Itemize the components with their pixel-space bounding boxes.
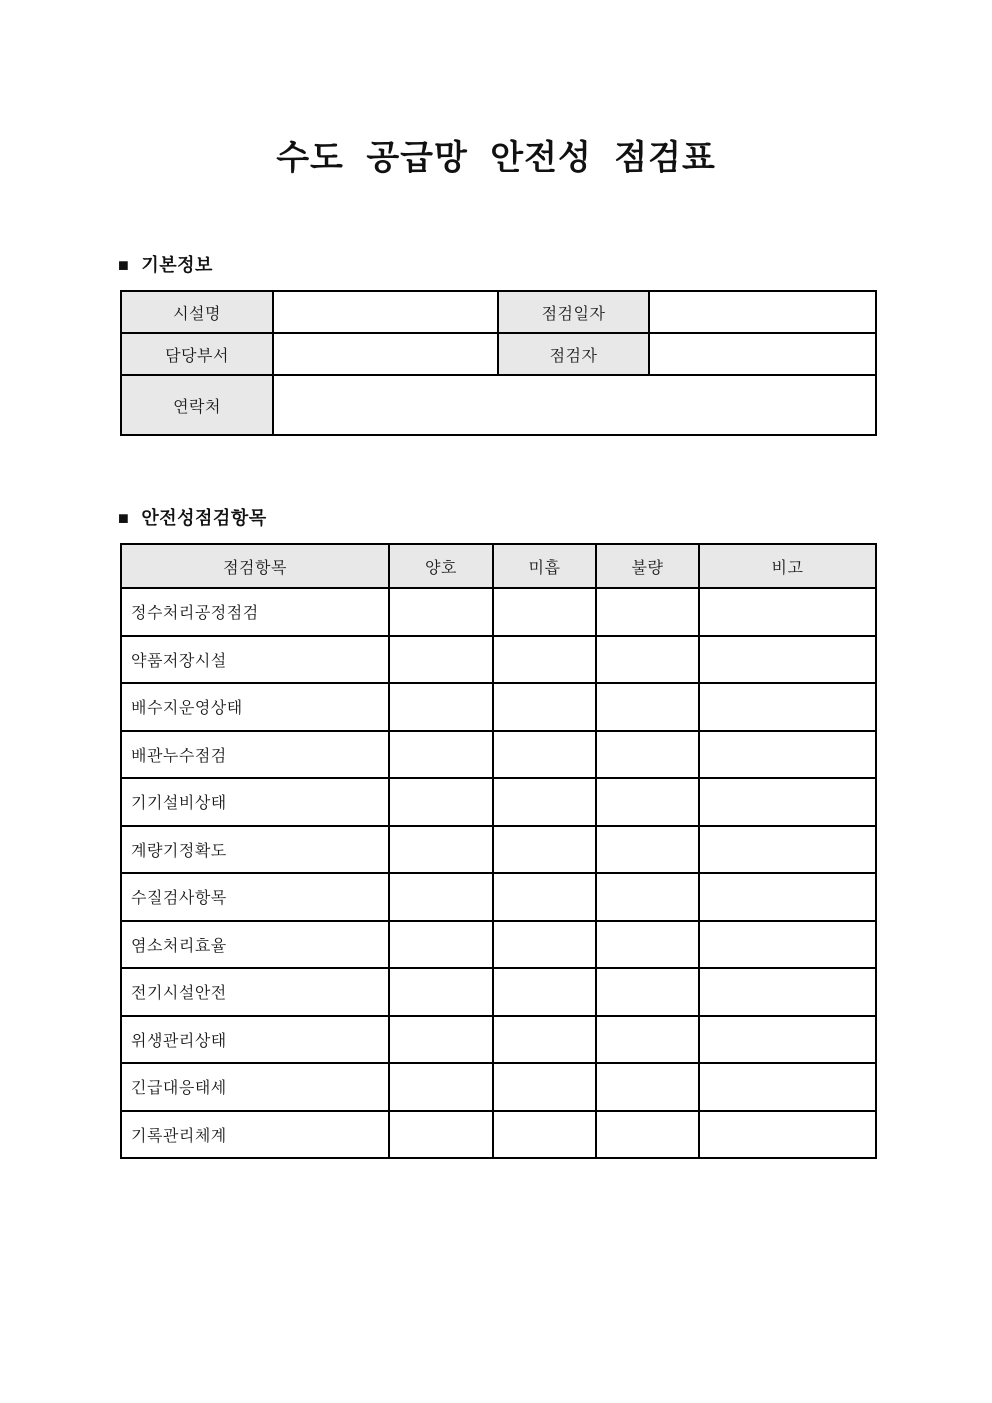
column-header-poor: 불량 [596, 544, 699, 588]
check-cell-poor[interactable] [596, 588, 699, 636]
field-label-contact: 연락처 [121, 375, 273, 435]
check-cell-insufficient[interactable] [493, 636, 596, 684]
checklist-item-label: 계량기정확도 [121, 826, 389, 874]
section-basic-info [118, 251, 213, 277]
remark-cell[interactable] [699, 1063, 876, 1111]
field-label-department: 담당부서 [121, 333, 273, 375]
check-cell-good[interactable] [389, 968, 493, 1016]
column-header-insufficient: 미흡 [493, 544, 596, 588]
check-cell-good[interactable] [389, 921, 493, 969]
field-value-inspector[interactable] [649, 333, 876, 375]
remark-cell[interactable] [699, 873, 876, 921]
check-cell-poor[interactable] [596, 1016, 699, 1064]
column-header-remarks: 비고 [699, 544, 876, 588]
checklist-item-label: 전기시설안전 [121, 968, 389, 1016]
remark-cell[interactable] [699, 683, 876, 731]
check-cell-poor[interactable] [596, 968, 699, 1016]
remark-cell[interactable] [699, 1016, 876, 1064]
check-cell-poor[interactable] [596, 1063, 699, 1111]
section-title-checklist: 안전성점검항목 [141, 508, 267, 528]
check-cell-good[interactable] [389, 1016, 493, 1064]
table-row [121, 333, 876, 375]
check-cell-good[interactable] [389, 1063, 493, 1111]
check-cell-good[interactable] [389, 778, 493, 826]
checklist-item-label: 기기설비상태 [121, 778, 389, 826]
check-cell-good[interactable] [389, 826, 493, 874]
column-header-good: 양호 [389, 544, 493, 588]
checklist-row [121, 588, 876, 636]
checklist-item-label: 수질검사항목 [121, 873, 389, 921]
checklist-row [121, 1016, 876, 1064]
table-row [121, 291, 876, 333]
checklist-row [121, 1111, 876, 1159]
checklist-item-label: 기록관리체계 [121, 1111, 389, 1159]
checklist-row [121, 636, 876, 684]
check-cell-insufficient[interactable] [493, 826, 596, 874]
checklist-row [121, 826, 876, 874]
column-header-item: 점검항목 [121, 544, 389, 588]
remark-cell[interactable] [699, 636, 876, 684]
check-cell-poor[interactable] [596, 731, 699, 779]
check-cell-good[interactable] [389, 636, 493, 684]
checklist-item-label: 정수처리공정점검 [121, 588, 389, 636]
section-checklist [118, 504, 267, 530]
check-cell-insufficient[interactable] [493, 921, 596, 969]
remark-cell[interactable] [699, 968, 876, 1016]
check-cell-poor[interactable] [596, 921, 699, 969]
checklist-row [121, 731, 876, 779]
checklist-row [121, 921, 876, 969]
check-cell-insufficient[interactable] [493, 778, 596, 826]
field-value-contact[interactable] [273, 375, 876, 435]
check-cell-insufficient[interactable] [493, 873, 596, 921]
square-bullet-icon: ■ [118, 508, 130, 528]
remark-cell[interactable] [699, 1111, 876, 1159]
checklist-item-label: 배관누수점검 [121, 731, 389, 779]
field-label-inspection-date: 점검일자 [498, 291, 649, 333]
checklist-row [121, 1063, 876, 1111]
check-cell-insufficient[interactable] [493, 731, 596, 779]
check-cell-poor[interactable] [596, 826, 699, 874]
field-value-inspection-date[interactable] [649, 291, 876, 333]
page-title: 수도 공급망 안전성 점검표 [276, 139, 716, 177]
check-cell-insufficient[interactable] [493, 1111, 596, 1159]
checklist-item-label: 배수지운영상태 [121, 683, 389, 731]
square-bullet-icon: ■ [118, 255, 130, 275]
check-cell-insufficient[interactable] [493, 1063, 596, 1111]
field-value-department[interactable] [273, 333, 498, 375]
check-cell-insufficient[interactable] [493, 968, 596, 1016]
check-cell-poor[interactable] [596, 683, 699, 731]
checklist-row [121, 683, 876, 731]
checklist-item-label: 약품저장시설 [121, 636, 389, 684]
check-cell-insufficient[interactable] [493, 1016, 596, 1064]
check-cell-good[interactable] [389, 588, 493, 636]
check-cell-poor[interactable] [596, 636, 699, 684]
remark-cell[interactable] [699, 826, 876, 874]
field-label-inspector: 점검자 [498, 333, 649, 375]
check-cell-poor[interactable] [596, 778, 699, 826]
check-cell-poor[interactable] [596, 1111, 699, 1159]
check-cell-good[interactable] [389, 873, 493, 921]
field-value-facility-name[interactable] [273, 291, 498, 333]
check-cell-good[interactable] [389, 731, 493, 779]
checklist-item-label: 긴급대응태세 [121, 1063, 389, 1111]
checklist-item-label: 위생관리상태 [121, 1016, 389, 1064]
check-cell-good[interactable] [389, 683, 493, 731]
remark-cell[interactable] [699, 778, 876, 826]
checklist-row [121, 778, 876, 826]
checklist-header-row [121, 544, 876, 588]
checklist-row [121, 873, 876, 921]
checklist-item-label: 염소처리효율 [121, 921, 389, 969]
section-title-basic-info: 기본정보 [141, 255, 213, 275]
check-cell-good[interactable] [389, 1111, 493, 1159]
check-cell-poor[interactable] [596, 873, 699, 921]
remark-cell[interactable] [699, 588, 876, 636]
check-cell-insufficient[interactable] [493, 588, 596, 636]
field-label-facility-name: 시설명 [121, 291, 273, 333]
remark-cell[interactable] [699, 921, 876, 969]
basic-info-table [120, 290, 877, 436]
checklist-row [121, 968, 876, 1016]
check-cell-insufficient[interactable] [493, 683, 596, 731]
table-row [121, 375, 876, 435]
remark-cell[interactable] [699, 731, 876, 779]
checklist-table [120, 543, 877, 1159]
